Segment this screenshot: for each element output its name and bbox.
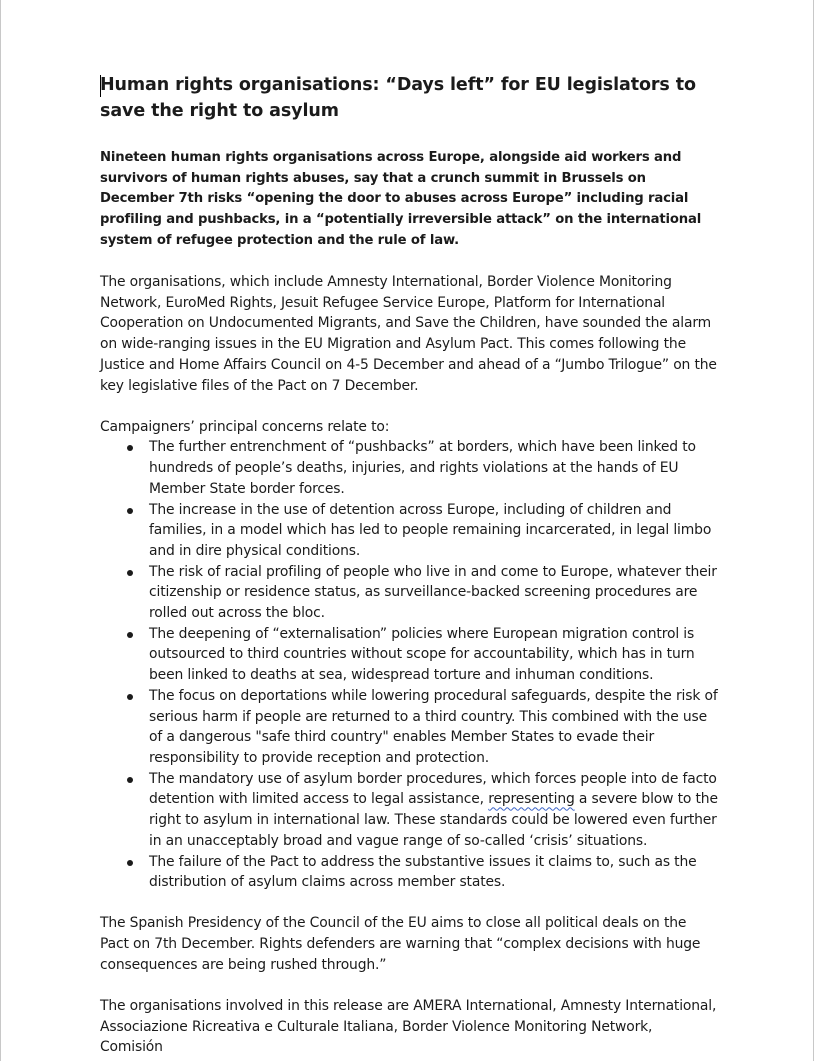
- concerns-list: [100, 437, 718, 892]
- document-body[interactable]: [100, 72, 718, 1058]
- list-item: [100, 852, 718, 893]
- bullet-icon: [127, 860, 133, 866]
- bullet-icon: [127, 508, 133, 514]
- list-item: [100, 686, 718, 769]
- concern-text: The further entrenchment of “pushbacks” at borders, which have been linked to hundreds of people’s deaths, injuries, and rights violations at the hands of EU Member State border forces.: [149, 439, 696, 497]
- organisations-list-paragraph: The organisations involved in this release are AMERA International, Amnesty International, Associazione Ricreativa e Culturale Italiana, Border Violence Monitoring Network, Comisión: [100, 998, 717, 1056]
- concern-text-after: a severe blow to the right to asylum in international law. These standards could be lowered even further in an unacceptably broad and vague range of so-called ‘crisis’ situations.: [149, 791, 718, 849]
- spellcheck-flagged-word[interactable]: representing: [488, 791, 575, 808]
- list-item: [100, 500, 718, 562]
- list-item: [100, 437, 718, 499]
- list-item: [100, 562, 718, 624]
- bullet-icon: [127, 570, 133, 576]
- organisations-paragraph: The organisations, which include Amnesty International, Border Violence Monitoring Network, EuroMed Rights, Jesuit Refugee Service Europe, Platform for International Cooperation on Undocumented Migrants, and Save the Children, have sounded the alarm on wide-ranging issues in the EU Migration and Asylum Pact. This comes following the Justice and Home Affairs Council on 4-5 December and ahead of a “Jumbo Trilogue” on the key legislative files of the Pact on 7 December.: [100, 274, 717, 394]
- bullet-icon: [127, 777, 133, 783]
- concerns-intro: Campaigners’ principal concerns relate to:: [100, 418, 390, 435]
- concern-text: The focus on deportations while lowering procedural safeguards, despite the risk of serious harm if people are returned to a third country. This combined with the use of a dangerous "safe third country" enables Member States to evade their responsibility to provide reception and protection.: [149, 687, 718, 766]
- lead-paragraph: Nineteen human rights organisations across Europe, alongside aid workers and survivors of human rights abuses, say that a crunch summit in Brussels on December 7th risks “opening the door to abuses across Europe” including racial profiling and pushbacks, in a “potentially irreversible attack” on the international system of refugee protection and the rule of law.: [100, 150, 702, 248]
- concern-text: The deepening of “externalisation” policies where European migration control is outsourced to third countries without scope for accountability, which has in turn been linked to deaths at sea, widespread torture and inhuman conditions.: [149, 625, 695, 684]
- document-title: Human rights organisations: “Days left” for EU legislators to save the right to asylum: [100, 75, 696, 121]
- list-item: [100, 769, 718, 852]
- concern-text-before: The mandatory use of asylum border procedures, which forces people into de facto detention with limited access to legal assistance,: [149, 770, 717, 808]
- bullet-icon: [127, 445, 133, 451]
- bullet-icon: [127, 694, 133, 700]
- list-item: [100, 624, 718, 686]
- concern-text: The increase in the use of detention across Europe, including of children and families, in a model which has led to people remaining incarcerated, in legal limbo and in dire physical conditions.: [149, 501, 712, 559]
- bullet-icon: [127, 632, 133, 638]
- presidency-paragraph: The Spanish Presidency of the Council of the EU aims to close all political deals on the Pact on 7th December. Rights defenders are warning that “complex decisions with huge consequences are being rushed through.”: [100, 915, 701, 973]
- concern-text: The failure of the Pact to address the substantive issues it claims to, such as the distribution of asylum claims across member states.: [149, 853, 697, 891]
- concern-text: The risk of racial profiling of people who live in and come to Europe, whatever their citizenship or residence status, as surveillance-backed screening procedures are rolled out across the bloc.: [149, 563, 717, 622]
